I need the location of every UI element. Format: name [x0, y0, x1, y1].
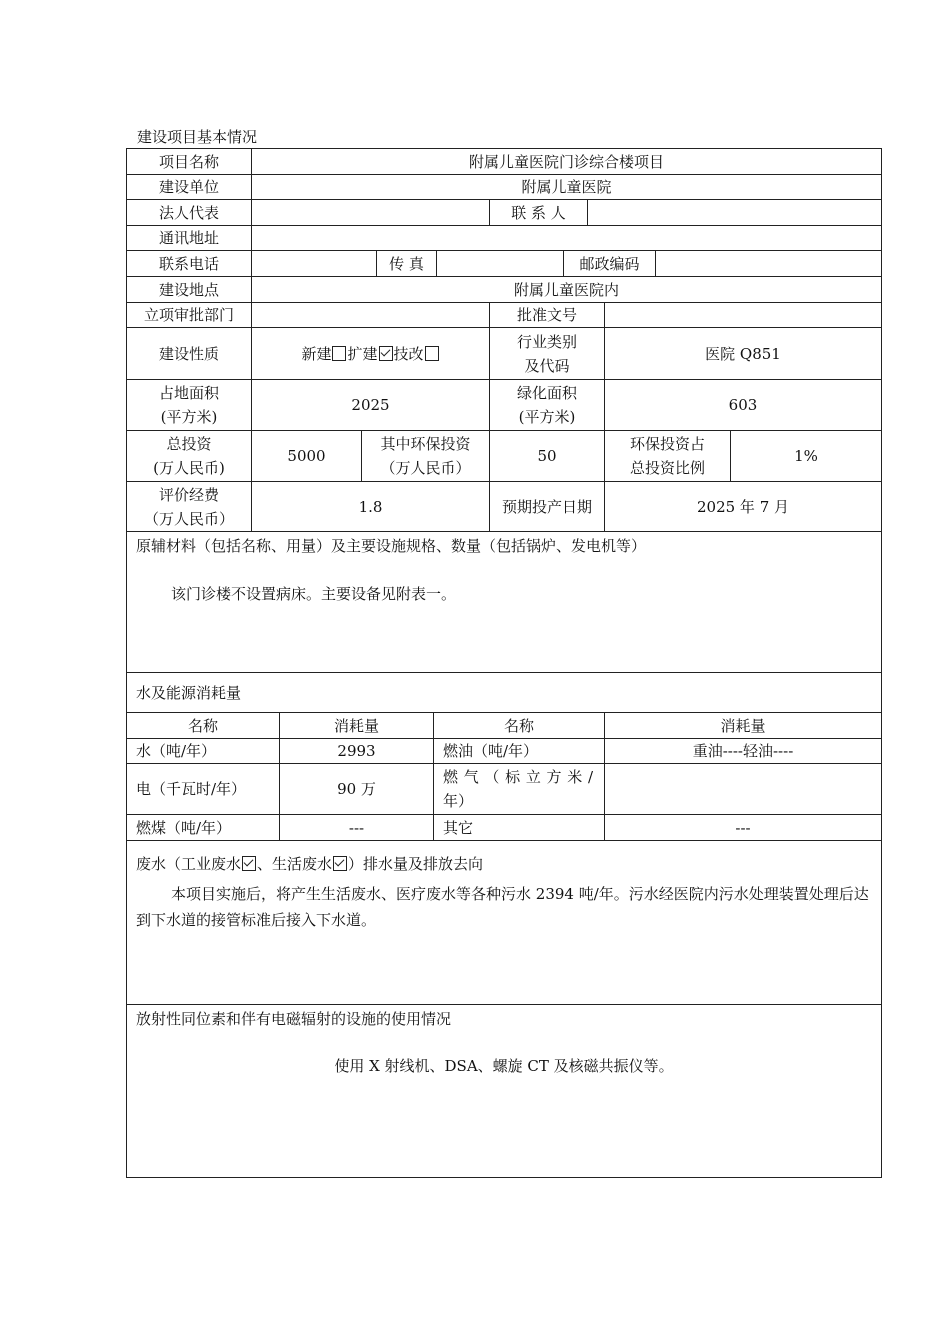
- invest-label-line2: (万人民币): [153, 459, 225, 477]
- ratio-label-line2: 总投资比例: [629, 459, 705, 477]
- materials-text: 该门诊楼不设置病床。主要设备见附表一。: [171, 585, 457, 603]
- energy-col-amount-2: 消耗量: [605, 713, 881, 739]
- energy-heading: 水及能源消耗量: [136, 684, 242, 702]
- radiation-section: [127, 1005, 881, 1177]
- project-info-table: [126, 148, 882, 1178]
- project-name-label: 项目名称: [127, 149, 252, 175]
- nature-tech-checkbox[interactable]: [425, 346, 439, 361]
- phone-label: 联系电话: [127, 251, 252, 277]
- nature-new-label: 新建: [301, 344, 332, 363]
- construction-unit-value: 附属儿童医院: [252, 175, 881, 200]
- industry-label: [490, 328, 605, 380]
- phone-value: [252, 251, 377, 277]
- wastewater-heading-b: 、生活废水: [257, 855, 333, 873]
- ratio-value: 1%: [731, 431, 881, 482]
- area-label-line2: (平方米): [160, 408, 218, 426]
- wastewater-heading-c: ）排水量及排放去向: [348, 855, 484, 873]
- domestic-wastewater-checkbox[interactable]: [333, 856, 347, 871]
- power-value: 90 万: [280, 764, 434, 815]
- legal-rep-label: 法人代表: [127, 200, 252, 226]
- env-invest-label: [362, 431, 490, 482]
- industry-label-line2: 及代码: [524, 356, 570, 375]
- address-value: [252, 226, 881, 251]
- approval-dept-value: [252, 303, 490, 328]
- water-value: 2993: [280, 739, 434, 764]
- postcode-label: 邮政编码: [564, 251, 656, 277]
- wastewater-heading: [136, 854, 483, 874]
- nature-tech-label: 技改: [393, 344, 424, 363]
- fee-value: 1.8: [252, 482, 490, 532]
- date-value: 2025 年 7 月: [605, 482, 881, 532]
- wastewater-section: [127, 841, 881, 1005]
- project-name-value: 附属儿童医院门诊综合楼项目: [252, 149, 881, 175]
- env-invest-value: 50: [490, 431, 605, 482]
- nature-expand-label: 扩建: [347, 344, 378, 363]
- nature-label: 建设性质: [127, 328, 252, 380]
- area-label-line1: 占地面积: [158, 384, 219, 402]
- fee-label-line2: （万人民币）: [143, 509, 234, 528]
- fee-label-line1: 评价经费: [158, 485, 219, 504]
- oil-label: 燃油（吨/年）: [434, 739, 605, 764]
- invest-label: [127, 431, 252, 482]
- radiation-text: 使用 X 射线机、DSA、螺旋 CT 及核磁共振仪等。: [334, 1057, 674, 1075]
- contact-person-label: 联 系 人: [490, 200, 588, 226]
- oil-value: 重油----轻油----: [605, 739, 881, 764]
- industrial-wastewater-checkbox[interactable]: [242, 856, 256, 871]
- table-caption: 建设项目基本情况: [137, 128, 258, 146]
- gas-label-line1: 燃 气 （ 标 立 方 米 /: [443, 768, 593, 786]
- nature-new-checkbox[interactable]: [332, 346, 346, 361]
- site-label: 建设地点: [127, 277, 252, 303]
- green-label-line1: 绿化面积: [516, 384, 577, 402]
- env-invest-label-line2: （万人民币）: [380, 459, 471, 477]
- contact-person-value: [588, 200, 881, 226]
- gas-value: [605, 764, 881, 815]
- date-label: 预期投产日期: [490, 482, 605, 532]
- water-label: 水（吨/年）: [127, 739, 280, 764]
- construction-unit-label: 建设单位: [127, 175, 252, 200]
- green-label-line2: (平方米): [518, 408, 576, 426]
- coal-value: ---: [280, 815, 434, 841]
- fax-label: 传 真: [377, 251, 437, 277]
- energy-section: [127, 673, 881, 713]
- gas-label: [434, 764, 605, 815]
- other-label: 其它: [434, 815, 605, 841]
- address-label: 通讯地址: [127, 226, 252, 251]
- approval-no-value: [605, 303, 881, 328]
- approval-dept-label: 立项审批部门: [127, 303, 252, 328]
- industry-value: 医院 Q851: [605, 328, 881, 380]
- approval-no-label: 批准文号: [490, 303, 605, 328]
- wastewater-heading-a: 废水（工业废水: [136, 855, 242, 873]
- legal-rep-value: [252, 200, 490, 226]
- invest-label-line1: 总投资: [166, 435, 212, 453]
- site-value: 附属儿童医院内: [252, 277, 881, 303]
- wastewater-text: 本项目实施后，将产生生活废水、医疗废水等各种污水 2394 吨/年。污水经医院内污水处理装置处理后达到下水道的接管标准后接入下水道。: [136, 885, 869, 929]
- invest-value: 5000: [252, 431, 362, 482]
- fee-label: [127, 482, 252, 532]
- industry-label-line1: 行业类别: [516, 332, 577, 351]
- other-value: ---: [605, 815, 881, 841]
- coal-label: 燃煤（吨/年）: [127, 815, 280, 841]
- materials-heading: 原辅材料（包括名称、用量）及主要设施规格、数量（包括锅炉、发电机等）: [136, 537, 647, 555]
- energy-col-amount-1: 消耗量: [280, 713, 434, 739]
- env-invest-label-line1: 其中环保投资: [380, 435, 471, 453]
- energy-col-name-1: 名称: [127, 713, 280, 739]
- area-label: [127, 380, 252, 431]
- ratio-label: [605, 431, 731, 482]
- area-value: 2025: [252, 380, 490, 431]
- power-label: 电（千瓦时/年）: [127, 764, 280, 815]
- nature-options: [252, 328, 490, 380]
- postcode-value: [656, 251, 881, 277]
- green-value: 603: [605, 380, 881, 431]
- materials-section: [127, 532, 881, 673]
- ratio-label-line1: 环保投资占: [629, 435, 705, 453]
- green-label: [490, 380, 605, 431]
- gas-label-line2: 年）: [443, 792, 474, 810]
- radiation-heading: 放射性同位素和伴有电磁辐射的设施的使用情况: [136, 1010, 452, 1028]
- fax-value: [437, 251, 564, 277]
- energy-col-name-2: 名称: [434, 713, 605, 739]
- nature-expand-checkbox[interactable]: [379, 346, 393, 361]
